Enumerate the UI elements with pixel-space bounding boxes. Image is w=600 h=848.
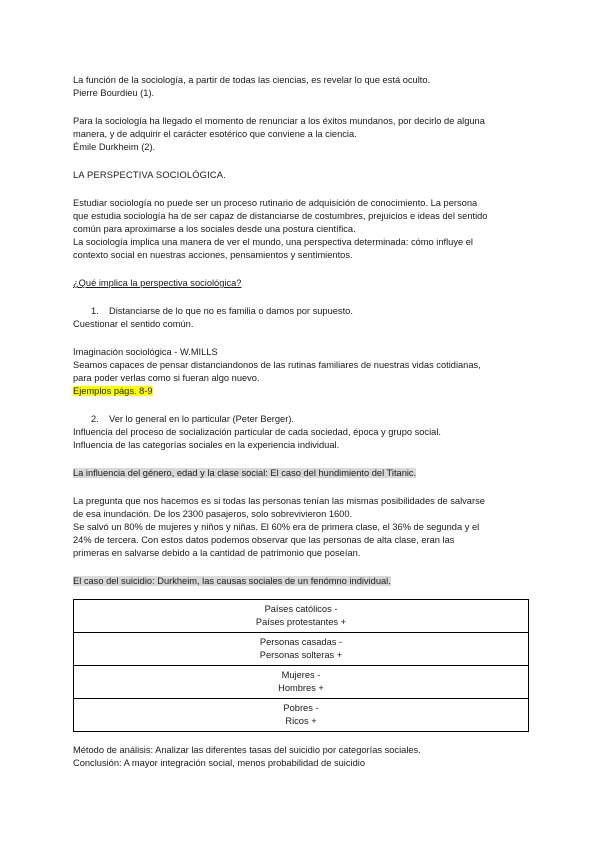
imaginacion-line1: Seamos capaces de pensar distanciandonos de las rutinas familiares de nuestras vidas cotidianas, bbox=[73, 360, 481, 370]
point1-sub: Cuestionar el sentido común. bbox=[73, 319, 194, 329]
point1-number: 1. bbox=[91, 306, 99, 316]
method-text: Método de análisis: Analizar las diferentes tasas del suicidio por categorías sociales. bbox=[73, 745, 421, 755]
titanic-line: 24% de tercera. Con estos datos podemos observar que las personas de alta clase, eran las bbox=[73, 535, 455, 545]
point2-number: 2. bbox=[91, 414, 99, 424]
cell-line2: Personas solteras + bbox=[259, 650, 343, 660]
conclusion-text: Conclusión: A mayor integración social, menos probabilidad de suicidio bbox=[73, 758, 365, 768]
point2-item bbox=[73, 413, 528, 426]
titanic-line: Se salvó un 80% de mujeres y niños y niñas. El 60% era de primera clase, el 36% de segunda y el bbox=[73, 522, 480, 532]
suicide-categories-table bbox=[73, 599, 529, 732]
cell-line1: Países católicos - bbox=[264, 604, 338, 614]
point1-title: Distanciarse de lo que no es familia o damos por supuesto. bbox=[109, 306, 353, 316]
section-title: LA PERSPECTIVA SOCIOLÓGICA. bbox=[73, 170, 226, 180]
intro-line: La sociología implica una manera de ver el mundo, una perspectiva determinada: cómo influye el bbox=[73, 237, 473, 247]
titanic-line: La pregunta que nos hacemos es si todas las personas tenían las mismas posibilidades de salvarse bbox=[73, 496, 485, 506]
intro-line: que estudia sociología ha de ser capaz de distanciarse de costumbres, prejuicios e ideas del sentido bbox=[73, 211, 488, 221]
titanic-line: primeras en salvarse debido a la cantidad de patrimonio que poseían. bbox=[73, 548, 361, 558]
cell-line1: Mujeres - bbox=[281, 670, 321, 680]
table-row bbox=[74, 600, 529, 633]
point2-line1: Influencia del proceso de socialización particular de cada sociedad, época y grupo social. bbox=[73, 427, 441, 437]
table-row bbox=[74, 699, 529, 732]
cell-line2: Países protestantes + bbox=[255, 617, 347, 627]
table-cell bbox=[74, 600, 529, 633]
quote2-line2: manera, y de adquirir el carácter esotérico que conviene a la ciencia. bbox=[73, 129, 357, 139]
table-cell bbox=[74, 633, 529, 666]
quote2-line1: Para la sociología ha llegado el momento de renunciar a los éxitos mundanos, por decirlo de alguna bbox=[73, 116, 485, 126]
table-cell bbox=[74, 699, 529, 732]
quote2-author: Émile Durkheim (2). bbox=[73, 142, 156, 152]
titanic-line: de esa inundación. De los 2300 pasajeros, solo sobrevivieron 1600. bbox=[73, 509, 353, 519]
cell-line2: Hombres + bbox=[278, 683, 324, 693]
quote1-author: Pierre Bourdieu (1). bbox=[73, 88, 155, 98]
imaginacion-title: Imaginación sociológica - W.MILLS bbox=[73, 347, 218, 357]
point2-title: Ver lo general en lo particular (Peter Berger). bbox=[109, 414, 294, 424]
cell-line2: Ricos + bbox=[285, 716, 317, 726]
imaginacion-line2: para poder verlas como si fueran algo nuevo. bbox=[73, 373, 260, 383]
suicidio-heading: El caso del suicidio: Durkheim, las causas sociales de un fenómno individual. bbox=[73, 576, 391, 586]
cell-line1: Personas casadas - bbox=[259, 637, 343, 647]
table-cell bbox=[74, 666, 529, 699]
titanic-heading: La influencia del género, edad y la clase social: El caso del hundimiento del Titanic. bbox=[73, 468, 417, 478]
question-heading: ¿Qué implica la perspectiva sociológica? bbox=[73, 278, 242, 288]
intro-line: común para aproximarse a los sociales desde una postura científica. bbox=[73, 224, 356, 234]
point2-line2: Influencia de las categorías sociales en la experiencia individual. bbox=[73, 440, 340, 450]
intro-line: contexto social en nuestras acciones, pensamientos y sentimientos. bbox=[73, 250, 353, 260]
cell-line1: Pobres - bbox=[283, 703, 319, 713]
document-page bbox=[73, 74, 528, 770]
intro-line: Estudiar sociología no puede ser un proceso rutinario de adquisición de conocimiento. La persona bbox=[73, 198, 478, 208]
table-row bbox=[74, 666, 529, 699]
point1-item bbox=[73, 305, 528, 318]
quote1-text: La función de la sociología, a partir de todas las ciencias, es revelar lo que está oculto. bbox=[73, 75, 431, 85]
table-row bbox=[74, 633, 529, 666]
examples-highlight: Ejemplos págs. 8-9 bbox=[73, 386, 153, 396]
